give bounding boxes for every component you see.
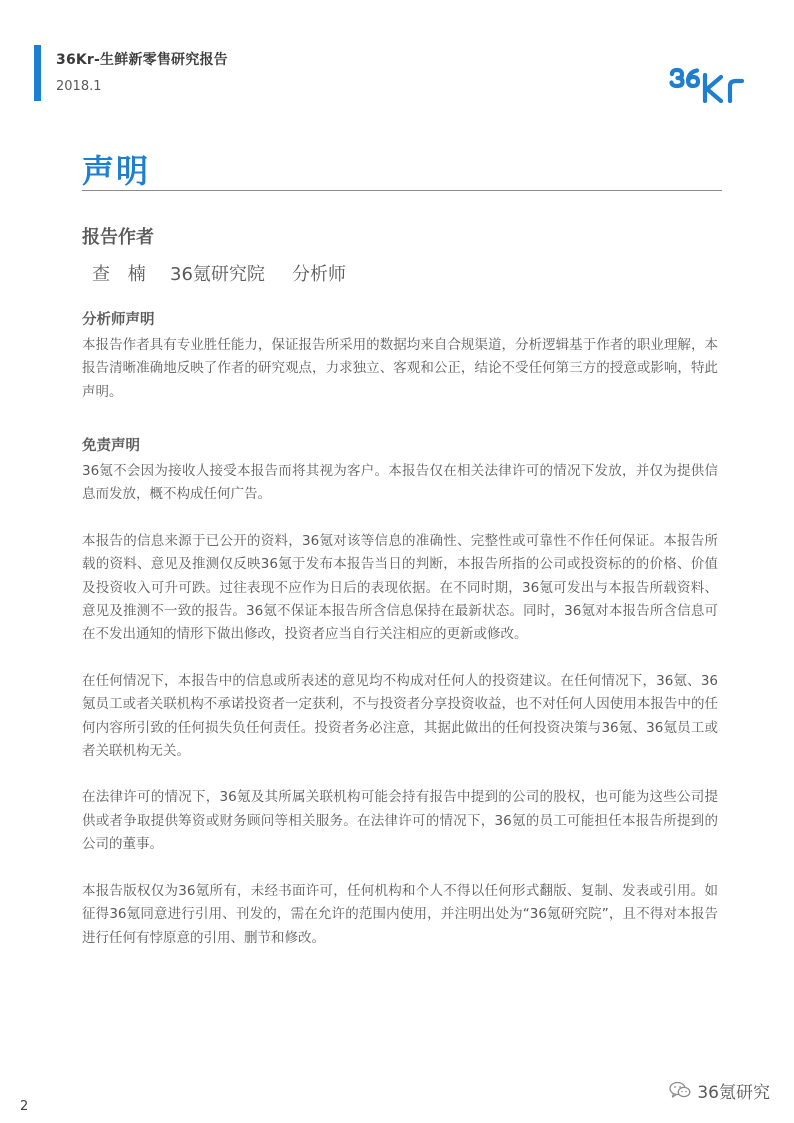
disclaimer-paragraph: 本报告的信息来源于已公开的资料，36氪对该等信息的准确性、完整性或可靠性不作任何保证。本报告所载的资料、意见及推测仅反映36氪于发布本报告当日的判断，本报告所指的公司或投资标的的价格、价值及投资收入可升可跌。过往表现不应作为日后的表现依据。在不同时期，36氪可发出与本报告所载资料、意见及推测不一致的报告。36氪不保证本报告所含信息保持在最新状态。同时，36氪对本报告所含信息可在不发出通知的情形下做出修改，投资者应当自行关注相应的更新或修改。: [82, 532, 718, 643]
author-heading: 报告作者: [82, 227, 154, 248]
author-name: 查 楠: [92, 264, 152, 285]
watermark-text: 36氪研究: [697, 1082, 770, 1103]
author-role: 分析师: [292, 264, 346, 285]
author-organization: 36氪研究院: [170, 264, 265, 285]
analyst-statement-text: 本报告作者具有专业胜任能力，保证报告所采用的数据均来自合规渠道，分析逻辑基于作者的职业理解，本报告清晰准确地反映了作者的研究观点，力求独立、客观和公正，结论不受任何第三方的授意或影响，特此声明。: [82, 337, 718, 400]
wechat-watermark: [669, 1077, 770, 1103]
title-divider: [82, 190, 722, 191]
brand-logo-36kr: [668, 67, 746, 103]
disclaimer-paragraph: 36氪不会因为接收人接受本报告而将其视为客户。本报告仅在相关法律许可的情况下发放，并仅为提供信息而发放，概不构成任何广告。: [82, 463, 718, 503]
disclaimer-paragraph: 本报告版权仅为36氪所有，未经书面许可，任何机构和个人不得以任何形式翻版、复制、发表或引用。如征得36氪同意进行引用、刊发的，需在允许的范围内使用，并注明出处为“36氪研究院”，且不得对本报告进行任何有悖原意的引用、删节和修改。: [82, 882, 718, 946]
page-header: [34, 45, 774, 101]
report-date: 2018.1: [56, 79, 102, 94]
wechat-icon: [669, 1081, 691, 1099]
author-info: [92, 260, 346, 286]
disclaimer-heading: 免责声明: [82, 438, 140, 454]
disclaimer-paragraph: 在任何情况下，本报告中的信息或所表述的意见均不构成对任何人的投资建议。在任何情况下，36氪、36氪员工或者关联机构不承诺投资者一定获利，不与投资者分享投资收益，也不对任何人因使用本报告中的任何内容所引致的任何损失负任何责任。投资者务必注意，其据此做出的任何投资决策与36氪、36氪员工或者关联机构无关。: [82, 672, 718, 760]
disclaimer-section: [82, 434, 718, 950]
page-title: 声明: [82, 152, 151, 190]
page-number: 2: [20, 1099, 29, 1114]
analyst-statement-heading: 分析师声明: [82, 312, 155, 328]
report-title: 36Kr-生鲜新零售研究报告: [56, 52, 228, 68]
header-accent-bar: [34, 45, 41, 101]
analyst-statement: [82, 308, 718, 404]
disclaimer-paragraph: 在法律许可的情况下，36氪及其所属关联机构可能会持有报告中提到的公司的股权，也可能为这些公司提供或者争取提供筹资或财务顾问等相关服务。在法律许可的情况下，36氪的员工可能担任本报告所提到的公司的董事。: [82, 789, 718, 853]
